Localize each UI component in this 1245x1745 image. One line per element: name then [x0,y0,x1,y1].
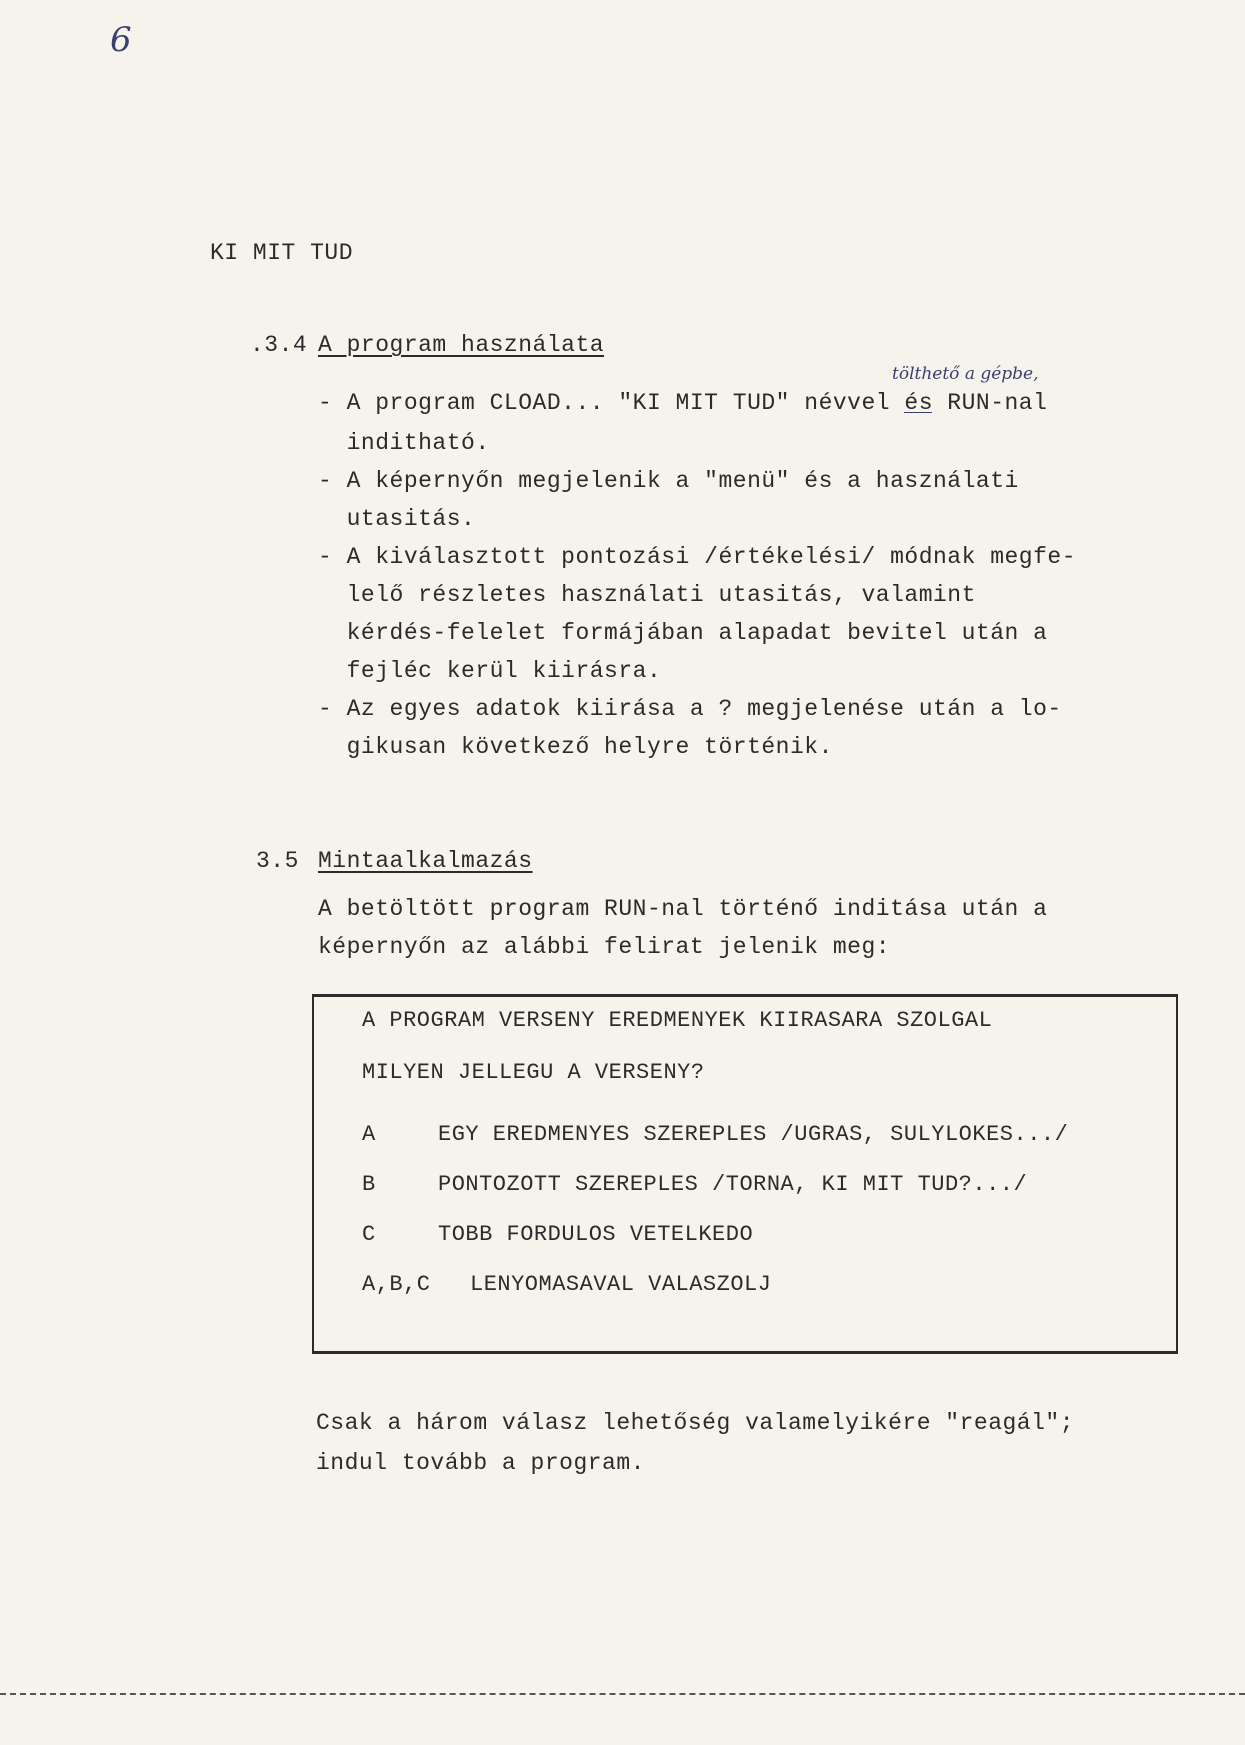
bullet-2-line-2: utasitás. [318,506,476,532]
section-3-5-intro-1: A betöltött program RUN-nal történő inditása után a [318,896,1048,922]
screen-option-a-key: A [362,1122,376,1147]
bullet-3-line-1: - A kiválasztott pontozási /értékelési/ módnak megfe- [318,544,1077,570]
section-3-4-number: .3.4 [250,332,308,358]
bullet-4-line-1: - Az egyes adatok kiirása a ? megjelenése után a lo- [318,696,1062,722]
screen-prompt-text: LENYOMASAVAL VALASZOLJ [470,1272,772,1297]
bullet-1-line-2: inditható. [318,430,490,456]
bullet-3-line-3: kérdés-felelet formájában alapadat bevitel után a [318,620,1048,646]
screen-option-a-text: EGY EREDMENYES SZEREPLES /UGRAS, SULYLOKES.../ [438,1122,1069,1147]
section-3-4-heading: A program használata [318,332,605,358]
section-3-5-heading: Mintaalkalmazás [318,848,533,874]
screen-option-b-key: B [362,1172,376,1197]
section-3-5-number: 3.5 [256,848,299,874]
closing-line-2: indul tovább a program. [316,1450,645,1476]
bullet-4-line-2: gikusan következő helyre történik. [318,734,833,760]
document-title: KI MIT TUD [210,240,354,266]
bullet-2-line-1: - A képernyőn megjelenik a "menü" és a használati [318,468,1019,494]
bullet-1-line-1: - A program CLOAD... "KI MIT TUD" névvel és RUN-nal [318,390,1048,416]
page-marker: 6 [110,20,132,60]
screen-option-c-key: C [362,1222,376,1247]
screen-option-c-text: TOBB FORDULOS VETELKEDO [438,1222,754,1247]
handwritten-insert: tölthető a gépbe, [892,364,1039,384]
section-3-5-intro-2: képernyőn az alábbi felirat jelenik meg: [318,934,891,960]
screen-prompt-key: A,B,C [362,1272,431,1297]
screen-line-1: A PROGRAM VERSENY EREDMENYEK KIIRASARA SZOLGAL [362,1008,993,1033]
bottom-dashed-rule [0,1693,1245,1695]
bullet-3-line-2: lelő részletes használati utasitás, valamint [318,582,976,608]
screen-option-b-text: PONTOZOTT SZEREPLES /TORNA, KI MIT TUD?.../ [438,1172,1028,1197]
bullet-3-line-4: fejléc kerül kiirásra. [318,658,662,684]
screen-line-2: MILYEN JELLEGU A VERSENY? [362,1060,705,1085]
closing-line-1: Csak a három válasz lehetőség valamelyikére "reagál"; [316,1410,1075,1436]
